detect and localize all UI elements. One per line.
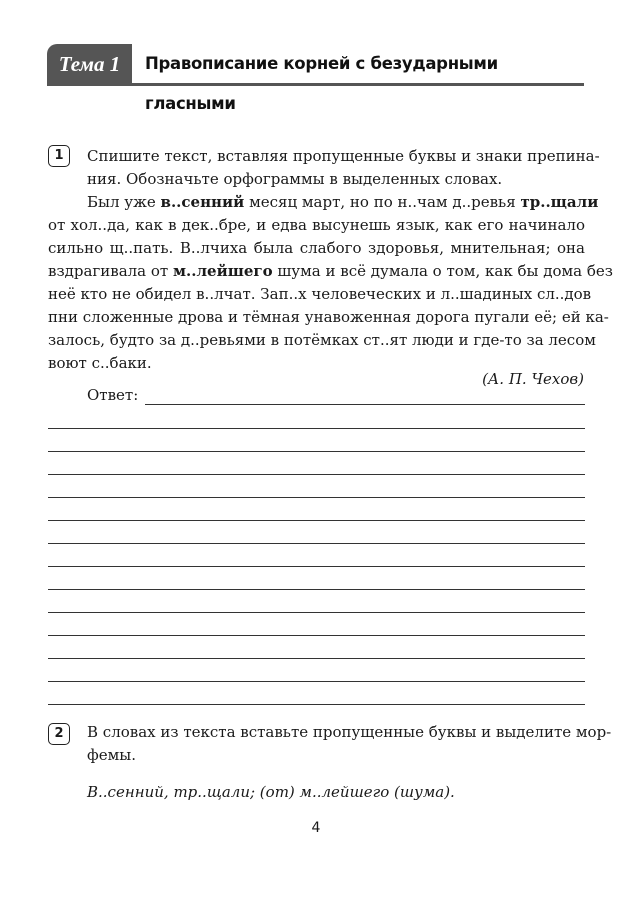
task-2-number: 2 <box>48 723 70 745</box>
text-line: вздрагивала от м..лейшего шума и всё думала о том, как бы дома без <box>48 262 613 280</box>
highlighted-word: м..лейшего <box>173 262 273 280</box>
task-2-instruction-line: фемы. <box>87 746 136 764</box>
author: (А. П. Чехов) <box>482 370 584 388</box>
text-line: сильно щ..пать. В..лчиха была слабого здоровья, мнительная; она <box>48 239 585 257</box>
answer-label: Ответ: <box>87 386 139 404</box>
answer-line[interactable] <box>48 681 585 682</box>
task-1-instruction-line: Спишите текст, вставляя пропущенные буквы и знаки препина- <box>87 147 600 165</box>
answer-line[interactable] <box>48 543 585 544</box>
task-2-example: В..сенний, тр..щали; (от) м..лейшего (шума). <box>87 783 455 801</box>
answer-line[interactable] <box>48 428 585 429</box>
text-line: воют с..баки. <box>48 354 152 372</box>
text-line: Был уже в..сенний месяц март, но по н..чам д..ревья тр..щали <box>87 193 599 211</box>
text-line: от хол..да, как в дек..бре, и едва высунешь язык, как его начинало <box>48 216 585 234</box>
topic-header <box>47 44 584 113</box>
answer-line[interactable] <box>48 474 585 475</box>
highlighted-word: тр..щали <box>520 193 599 211</box>
topic-title: Правописание корней с безударными гласными <box>145 54 498 113</box>
answer-line[interactable] <box>48 704 585 705</box>
topic-label: Тема 1 <box>47 44 132 84</box>
task-2-instruction <box>87 721 612 767</box>
text-line: неё кто не обидел в..лчат. Зап..х человеческих и л..шадиных сл..дов <box>48 285 592 303</box>
header-rule <box>47 83 584 86</box>
answer-input-line[interactable] <box>145 404 585 405</box>
page-number: 4 <box>311 820 321 836</box>
answer-line[interactable] <box>48 497 585 498</box>
task-1-number: 1 <box>48 145 70 167</box>
text-line: пни сложенные дрова и тёмная унавоженная дорога пугали её; ей ка- <box>48 308 609 326</box>
text-line: залось, будто за д..ревьями в потёмках ст..ят люди и где-то за лесом <box>48 331 596 349</box>
answer-line[interactable] <box>48 589 585 590</box>
answer-line[interactable] <box>48 658 585 659</box>
answer-line[interactable] <box>48 635 585 636</box>
answer-line[interactable] <box>48 566 585 567</box>
answer-line[interactable] <box>48 451 585 452</box>
answer-line[interactable] <box>48 612 585 613</box>
task-2-instruction-line: В словах из текста вставьте пропущенные буквы и выделите мор- <box>87 723 612 741</box>
task-1-text <box>48 191 613 375</box>
task-1-instruction <box>87 145 600 191</box>
task-1-instruction-line: ния. Обозначьте орфограммы в выделенных словах. <box>87 170 503 188</box>
answer-line[interactable] <box>48 520 585 521</box>
highlighted-word: в..сенний <box>160 193 245 211</box>
